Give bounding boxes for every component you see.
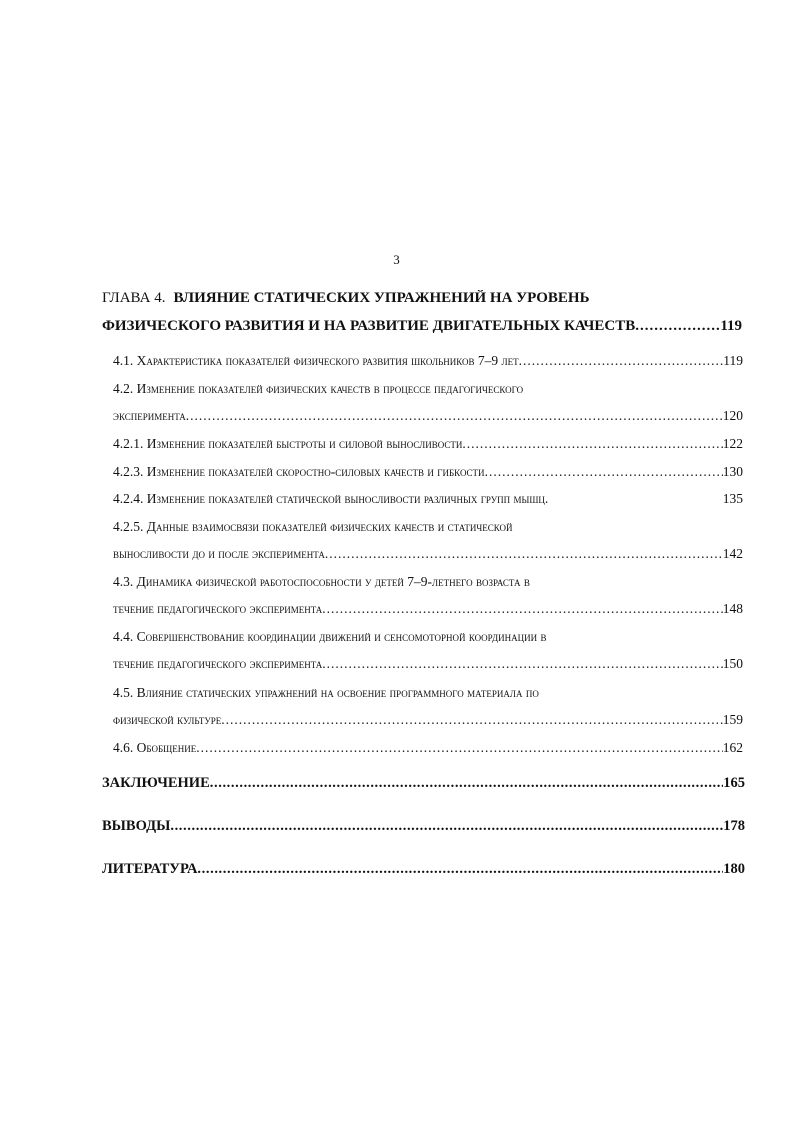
chapter-prefix: ГЛАВА 4. [102,290,166,306]
toc-entry-4-6[interactable] [113,740,743,756]
toc-section-findings[interactable] [102,818,745,835]
toc-entry-4-4-cont[interactable] [113,656,743,672]
chapter-title-2: ФИЗИЧЕСКОГО РАЗВИТИЯ И НА РАЗВИТИЕ ДВИГАТЕЛЬНЫХ КАЧЕСТВ [102,318,636,334]
entry-page: 135 [722,491,743,506]
toc-entry-4-3[interactable] [113,574,743,590]
leader-dots [210,775,723,792]
page-number: 3 [393,252,400,267]
leader-dots [322,656,722,672]
leader-dots [186,408,723,424]
entry-text: 4.2.1. Изменение показателей быстроты и силовой выносливости [113,436,463,451]
entry-text: 4.2. Изменение показателей физических качеств в процессе педагогического [113,381,524,396]
entry-page: 122 [722,436,743,451]
toc-entry-4-1[interactable] [113,353,743,369]
toc-entry-4-5-cont[interactable] [113,712,743,728]
entry-text: 4.6. Обобщение [113,740,197,755]
section-title: ЛИТЕРАТУРА [102,861,198,877]
toc-section-conclusion[interactable] [102,775,745,792]
toc-entry-4-2-1[interactable] [113,436,743,452]
toc-entry-4-2-4[interactable] [113,491,743,507]
entry-page: 162 [722,740,743,755]
toc-entry-4-2-5-cont[interactable] [113,546,743,562]
leader-dots [197,861,723,878]
entry-text: физической культуре [113,712,222,727]
section-page: 178 [723,818,745,834]
entry-text: 4.2.5. Данные взаимосвязи показателей физических качеств и статической [113,519,513,534]
entry-text: эксперимента [113,408,186,423]
entry-text: 4.5. Влияние статических упражнений на освоение программного материала по [113,685,539,700]
leader-dots [325,546,723,562]
toc-section-literature[interactable] [102,861,745,878]
entry-text: течение педагогического эксперимента [113,656,323,671]
entry-page: 142 [722,546,743,561]
toc-entry-4-2-5[interactable] [113,519,743,535]
leader-dots [322,601,722,617]
toc-entry-4-2-3[interactable] [113,464,743,480]
toc-entry-4-4[interactable] [113,629,743,645]
entry-page: 130 [722,464,743,479]
entry-text: 4.4. Совершенствование координации движений и сенсомоторной координации в [113,629,547,644]
section-title: ВЫВОДЫ [102,818,171,834]
entry-page: 159 [722,712,743,727]
chapter-title-line-1[interactable] [102,290,742,307]
section-page: 180 [723,861,745,877]
section-page: 165 [723,775,745,791]
chapter-page: 119 [720,318,742,334]
entry-text: 4.2.4. Изменение показателей статической выносливости различных групп мышц. [113,491,549,506]
entry-page: 150 [722,656,743,671]
chapter-title-1: ВЛИЯНИЕ СТАТИЧЕСКИХ УПРАЖНЕНИЙ НА УРОВЕНЬ [173,290,590,306]
leader-dots [635,318,720,335]
toc-entry-4-3-cont[interactable] [113,601,743,617]
entry-text: 4.3. Динамика физической работоспособности у детей 7–9-летнего возраста в [113,574,530,589]
toc-entry-4-2-cont[interactable] [113,408,743,424]
chapter-title-line-2[interactable] [102,318,742,335]
toc-entry-4-2[interactable] [113,381,743,397]
entry-page: 119 [723,353,743,368]
entry-text: 4.2.3. Изменение показателей скоростно-силовых качеств и гибкости [113,464,485,479]
toc-entry-4-5[interactable] [113,685,743,701]
section-title: ЗАКЛЮЧЕНИЕ [102,775,210,791]
leader-dots [519,353,724,369]
entry-text: выносливости до и после эксперимента [113,546,325,561]
leader-dots [462,436,722,452]
entry-page: 120 [722,408,743,423]
entry-text: 4.1. Характеристика показателей физического развития школьников 7–9 лет [113,353,519,368]
leader-dots [221,712,722,728]
entry-page: 148 [722,601,743,616]
leader-dots [170,818,723,835]
leader-dots [196,740,723,756]
entry-text: течение педагогического эксперимента [113,601,323,616]
leader-dots [485,464,723,480]
